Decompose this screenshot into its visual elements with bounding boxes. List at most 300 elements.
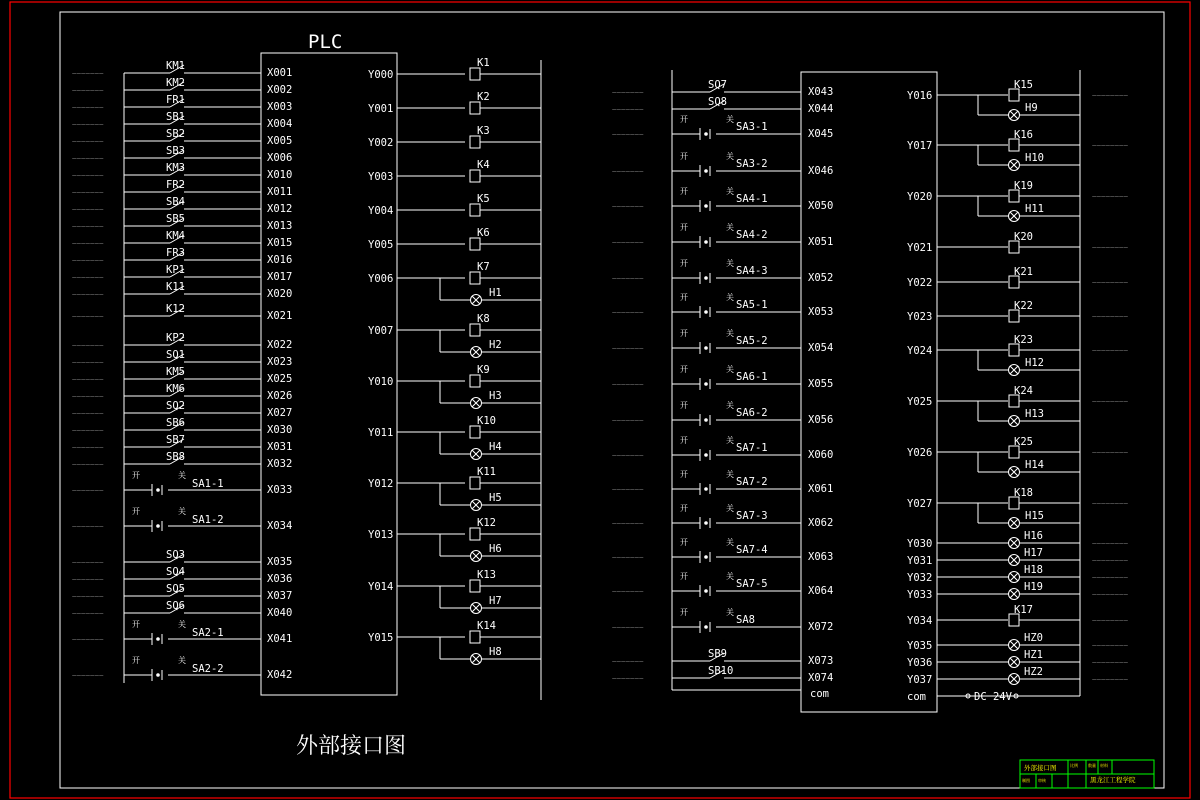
input-tag: SQ3 [166,549,185,561]
switch-open-label: 开 [680,470,688,479]
switch-dot [704,589,708,593]
input-tag: KM4 [166,230,185,242]
relay-coil [470,324,480,336]
lamp-tag: H1 [489,287,502,299]
input-note: ——————— [72,638,104,643]
output-address: Y030 [907,538,933,550]
output-address: Y014 [368,581,394,593]
output-address: Y036 [907,657,933,669]
relay-tag: K23 [1014,334,1033,346]
output-address: Y020 [907,191,933,203]
input-address: X023 [267,356,293,368]
switch-open-label: 开 [680,293,688,302]
input-tag: SA7-3 [736,510,768,522]
switch-dot [704,169,708,173]
lamp-tag: H3 [489,390,502,402]
input-address: X025 [267,373,293,385]
relay-coil [470,272,480,284]
relay-tag: K24 [1014,385,1033,397]
switch-open-label: 开 [680,436,688,445]
input-tag: SA7-4 [736,544,768,556]
switch-close-label: 关 [178,507,186,516]
relay-tag: K18 [1014,487,1033,499]
switch-open-label: 开 [132,620,140,629]
input-address: X016 [267,254,293,266]
input-address: X036 [267,573,293,585]
input-tag: SQ1 [166,349,185,361]
relay-tag: K4 [477,159,490,171]
input-note: ——————— [72,578,104,583]
lamp-tag: HZ0 [1024,632,1043,644]
switch-close-label: 关 [726,401,734,410]
switch-close-label: 关 [726,115,734,124]
input-note: ——————— [612,522,644,527]
input-tag: SB2 [166,128,185,140]
switch-close-label: 关 [726,538,734,547]
input-tag: FR1 [166,94,185,106]
output-address: Y035 [907,640,933,652]
switch-open-label: 开 [680,187,688,196]
switch-dot [704,204,708,208]
input-note: ——————— [72,463,104,468]
switch-open-label: 开 [680,329,688,338]
switch-close-label: 关 [726,187,734,196]
relay-coil [470,631,480,643]
tb-material: 材料 [1100,763,1108,768]
input-note: ——————— [72,276,104,281]
relay-coil [470,426,480,438]
input-tag: SA7-5 [736,578,768,590]
input-note: ——————— [612,677,644,682]
output-address: Y013 [368,529,394,541]
input-tag: KM3 [166,162,185,174]
input-note: ——————— [612,347,644,352]
input-address: X054 [808,342,834,354]
dc-supply-label: DC 24V [974,691,1012,703]
switch-close-label: 关 [726,365,734,374]
input-tag: SA3-1 [736,121,768,133]
input-tag: SB1 [166,111,185,123]
input-tag: SB3 [166,145,185,157]
switch-dot [704,346,708,350]
relay-tag: K22 [1014,300,1033,312]
input-tag: SA2-2 [192,663,224,675]
input-tag: KM6 [166,383,185,395]
input-note: ——————— [612,108,644,113]
switch-close-label: 关 [178,471,186,480]
input-tag: SA6-2 [736,407,768,419]
relay-coil [470,170,480,182]
input-address: X030 [267,424,293,436]
input-address: X042 [267,669,293,681]
com-terminal: com [907,691,926,703]
output-address: Y003 [368,171,394,183]
input-address: X052 [808,272,834,284]
output-address: Y026 [907,447,933,459]
input-tag: SB8 [166,451,185,463]
relay-tag: K14 [477,620,496,632]
output-address: Y006 [368,273,394,285]
output-address: Y005 [368,239,394,251]
input-address: X026 [267,390,293,402]
switch-close-label: 关 [726,572,734,581]
input-note: ——————— [72,395,104,400]
input-note: ——————— [72,191,104,196]
switch-dot [704,382,708,386]
switch-open-label: 开 [680,608,688,617]
input-note: ——————— [612,590,644,595]
input-address: X002 [267,84,293,96]
input-note: ——————— [72,208,104,213]
input-tag: SA7-2 [736,476,768,488]
com-terminal: com [810,688,829,700]
input-address: X050 [808,200,834,212]
input-note: ——————— [612,488,644,493]
input-tag: SQ6 [166,600,185,612]
input-address: X032 [267,458,293,470]
output-address: Y031 [907,555,933,567]
plc1-module [72,31,541,700]
output-address: Y015 [368,632,394,644]
input-note: ——————— [612,277,644,282]
switch-open-label: 开 [680,572,688,581]
switch-close-label: 关 [726,436,734,445]
switch-close-label: 关 [726,608,734,617]
input-note: ——————— [612,660,644,665]
input-address: X053 [808,306,834,318]
input-tag: KM2 [166,77,185,89]
input-note: ——————— [72,174,104,179]
switch-close-label: 关 [726,470,734,479]
plc1-label: PLC [308,31,343,53]
input-tag: SQ8 [708,96,727,108]
lamp-tag: H13 [1025,408,1044,420]
switch-close-label: 关 [726,329,734,338]
input-tag: FR2 [166,179,185,191]
lamp-tag: H18 [1024,564,1043,576]
output-note: ———————— [1092,559,1128,564]
tb-check: 审核 [1038,778,1046,783]
input-tag: SA1-1 [192,478,224,490]
relay-tag: K9 [477,364,490,376]
input-note: ——————— [72,157,104,162]
input-address: X044 [808,103,834,115]
input-address: X022 [267,339,293,351]
input-note: ——————— [72,378,104,383]
switch-dot [704,453,708,457]
switch-open-label: 开 [680,152,688,161]
lamp-tag: H6 [489,543,502,555]
drawing-title: 外部接口图 [296,734,407,759]
output-address: Y004 [368,205,394,217]
lamp-tag: H14 [1025,459,1044,471]
switch-dot [704,132,708,136]
input-tag: SQ5 [166,583,185,595]
input-note: ——————— [612,133,644,138]
input-note: ——————— [612,383,644,388]
output-address: Y033 [907,589,933,601]
switch-open-label: 开 [680,259,688,268]
output-note: ———————— [1092,593,1128,598]
input-tag: SA8 [736,614,755,626]
output-address: Y023 [907,311,933,323]
input-note: ——————— [612,205,644,210]
input-address: X037 [267,590,293,602]
lamp-tag: H4 [489,441,502,453]
relay-coil [470,580,480,592]
input-note: ——————— [72,561,104,566]
switch-open-label: 开 [132,507,140,516]
relay-coil [470,375,480,387]
input-address: X040 [267,607,293,619]
output-address: Y012 [368,478,394,490]
lamp-tag: H5 [489,492,502,504]
input-address: X012 [267,203,293,215]
input-address: X021 [267,310,293,322]
relay-tag: K1 [477,57,490,69]
tb-qty: 数量 [1088,763,1096,768]
lamp-tag: H15 [1025,510,1044,522]
lamp-tag: HZ1 [1024,649,1043,661]
lamp-tag: H12 [1025,357,1044,369]
input-note: ——————— [72,89,104,94]
input-tag: SA1-2 [192,514,224,526]
input-note: ——————— [72,446,104,451]
input-tag: KM5 [166,366,185,378]
lamp-tag: H7 [489,595,502,607]
tb-drawn: 制图 [1022,778,1030,783]
input-address: X064 [808,585,834,597]
input-address: X015 [267,237,293,249]
switch-open-label: 开 [680,401,688,410]
input-tag: SA2-1 [192,627,224,639]
input-tag: SA6-1 [736,371,768,383]
input-address: X062 [808,517,834,529]
relay-coil [470,477,480,489]
input-note: ——————— [72,344,104,349]
input-tag: SA4-3 [736,265,768,277]
input-address: X061 [808,483,834,495]
relay-tag: K3 [477,125,490,137]
output-note: ———————— [1092,678,1128,683]
switch-close-label: 关 [726,259,734,268]
switch-open-label: 开 [132,656,140,665]
input-note: ——————— [72,595,104,600]
relay-tag: K16 [1014,129,1033,141]
input-tag: SB6 [166,417,185,429]
input-address: X003 [267,101,293,113]
relay-tag: K19 [1014,180,1033,192]
input-note: ——————— [72,293,104,298]
input-note: ——————— [612,170,644,175]
input-address: X046 [808,165,834,177]
input-tag: SB5 [166,213,185,225]
relay-tag: K11 [477,466,496,478]
input-note: ——————— [72,525,104,530]
output-note: ———————— [1092,502,1128,507]
input-address: X043 [808,86,834,98]
relay-coil [470,204,480,216]
input-address: X010 [267,169,293,181]
relay-coil [470,136,480,148]
output-note: ———————— [1092,349,1128,354]
input-tag: SQ4 [166,566,185,578]
input-note: ——————— [72,259,104,264]
relay-tag: K17 [1014,604,1033,616]
switch-dot [156,637,160,641]
input-address: X004 [267,118,293,130]
switch-close-label: 关 [178,656,186,665]
input-tag: SA3-2 [736,158,768,170]
input-tag: SA5-1 [736,299,768,311]
output-note: ———————— [1092,644,1128,649]
switch-open-label: 开 [680,538,688,547]
input-note: ——————— [612,454,644,459]
output-address: Y034 [907,615,933,627]
input-note: ——————— [72,140,104,145]
relay-tag: K21 [1014,266,1033,278]
lamp-tag: H8 [489,646,502,658]
lamp-tag: H16 [1024,530,1043,542]
input-address: X051 [808,236,834,248]
input-address: X041 [267,633,293,645]
switch-dot [704,521,708,525]
output-note: ———————— [1092,451,1128,456]
lamp-tag: H2 [489,339,502,351]
input-address: X056 [808,414,834,426]
output-address: Y007 [368,325,394,337]
relay-tag: K20 [1014,231,1033,243]
input-address: X011 [267,186,293,198]
lamp-tag: HZ2 [1024,666,1043,678]
output-note: ———————— [1092,144,1128,149]
input-address: X020 [267,288,293,300]
switch-dot [704,240,708,244]
output-note: ———————— [1092,661,1128,666]
lamp-tag: H10 [1025,152,1044,164]
switch-dot [156,673,160,677]
relay-tag: K12 [477,517,496,529]
relay-tag: K7 [477,261,490,273]
output-address: Y027 [907,498,933,510]
input-address: X001 [267,67,293,79]
input-tag: KP2 [166,332,185,344]
input-tag: SB7 [166,434,185,446]
output-address: Y032 [907,572,933,584]
title-block [1020,760,1154,788]
output-address: Y021 [907,242,933,254]
input-address: X060 [808,449,834,461]
input-address: X063 [808,551,834,563]
switch-close-label: 关 [726,223,734,232]
output-note: ———————— [1092,400,1128,405]
input-tag: SB9 [708,648,727,660]
switch-dot [704,487,708,491]
input-note: ——————— [72,106,104,111]
switch-close-label: 关 [726,152,734,161]
relay-tag: K8 [477,313,490,325]
switch-open-label: 开 [680,115,688,124]
input-note: ——————— [612,241,644,246]
output-address: Y022 [907,277,933,289]
output-address: Y017 [907,140,933,152]
input-note: ——————— [72,225,104,230]
switch-close-label: 关 [726,293,734,302]
input-tag: KM1 [166,60,185,72]
output-note: ———————— [1092,542,1128,547]
switch-dot [156,524,160,528]
output-address: Y002 [368,137,394,149]
relay-tag: K13 [477,569,496,581]
output-note: ———————— [1092,281,1128,286]
input-tag: KP1 [166,264,185,276]
input-address: X013 [267,220,293,232]
switch-open-label: 开 [680,365,688,374]
output-note: ———————— [1092,576,1128,581]
input-address: X005 [267,135,293,147]
input-tag: K12 [166,303,185,315]
input-address: X017 [267,271,293,283]
input-address: X034 [267,520,293,532]
input-address: X033 [267,484,293,496]
input-address: X045 [808,128,834,140]
input-tag: SQ7 [708,79,727,91]
tb-scale: 比例 [1070,763,1078,768]
switch-open-label: 开 [680,223,688,232]
switch-close-label: 关 [726,504,734,513]
input-tag: FR3 [166,247,185,259]
lamp-tag: H19 [1024,581,1043,593]
input-tag: SB10 [708,665,734,677]
input-note: ——————— [72,361,104,366]
output-address: Y024 [907,345,933,357]
input-address: X073 [808,655,834,667]
input-note: ——————— [72,242,104,247]
switch-close-label: 关 [178,620,186,629]
output-address: Y016 [907,90,933,102]
lamp-tag: H11 [1025,203,1044,215]
relay-tag: K2 [477,91,490,103]
output-address: Y001 [368,103,394,115]
relay-tag: K15 [1014,79,1033,91]
input-note: ——————— [72,315,104,320]
switch-dot [704,555,708,559]
input-tag: SA7-1 [736,442,768,454]
input-note: ——————— [72,72,104,77]
relay-coil [470,102,480,114]
input-address: X006 [267,152,293,164]
output-address: Y000 [368,69,394,81]
relay-tag: K5 [477,193,490,205]
input-tag: SB4 [166,196,185,208]
output-address: Y025 [907,396,933,408]
input-address: X027 [267,407,293,419]
input-address: X055 [808,378,834,390]
switch-dot [704,310,708,314]
switch-dot [156,488,160,492]
relay-coil [470,68,480,80]
drawing-frame [60,12,1164,788]
input-note: ——————— [612,91,644,96]
tb-drawing-name: 外部接口图 [1024,764,1057,772]
switch-open-label: 开 [132,471,140,480]
input-note: ——————— [612,626,644,631]
output-note: ———————— [1092,619,1128,624]
input-note: ——————— [72,123,104,128]
output-address: Y037 [907,674,933,686]
switch-dot [704,276,708,280]
input-note: ——————— [72,412,104,417]
